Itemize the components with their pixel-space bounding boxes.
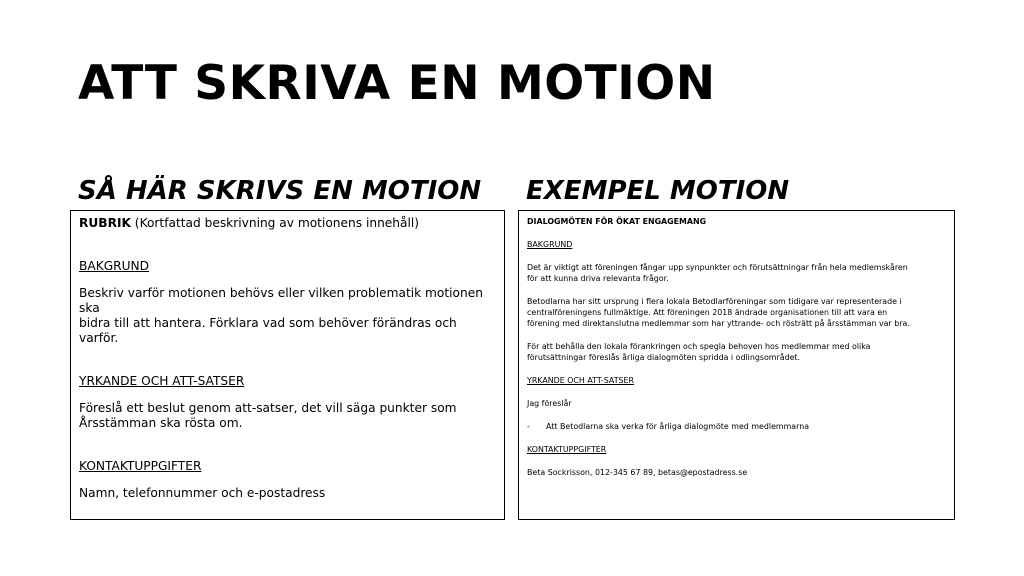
example-title: DIALOGMÖTEN FÖR ÖKAT ENGAGEMANG [527,217,707,226]
example-jag-foreslar: Jag föreslår [527,399,572,408]
kontakt-text: Namn, telefonnummer och e-postadress [79,486,326,500]
example-paragraph-2-line-2: centralföreningens fullmäktige. Att föreningen 2018 ändrade organisationen till att vara en [527,308,888,317]
example-paragraph-2-line-1: Betodlarna har sitt ursprung i flera lokala Betodlarföreningar som tidigare var representerade i [527,297,902,306]
yrkande-heading: YRKANDE OCH ATT-SATSER [79,374,245,388]
example-bakgrund-heading: BAKGRUND [527,240,573,249]
bakgrund-text-1: Beskriv varför motionen behövs eller vilken problematik motionen ska [79,286,483,315]
example-paragraph-2-line-3: förening med direktanslutna medlemmar som har yttrande- och rösträtt på årsstämman var bra. [527,319,910,328]
left-column-heading: SÅ HÄR SKRIVS EN MOTION [78,176,482,206]
right-column-heading: EXEMPEL MOTION [526,176,790,206]
bullet-dash: - [527,422,530,431]
example-paragraph-3-line-2: förutsättningar föreslås årliga dialogmöten spridda i odlingsområdet. [527,353,801,362]
bullet-text: Att Betodlarna ska verka för årliga dialogmöte med medlemmarna [546,422,810,431]
example-yrkande-heading: YRKANDE OCH ATT-SATSER [527,376,635,385]
yrkande-text-1: Föreslå ett beslut genom att-satser, det vill säga punkter som [79,401,457,415]
example-paragraph-1-line-2: för att kunna driva relevanta frågor. [527,274,669,283]
page-title: ATT SKRIVA EN MOTION [78,56,716,111]
example-kontakt-text: Beta Sockrisson, 012-345 67 89, betas@epostadress.se [527,468,748,477]
yrkande-text-2: Årsstämman ska rösta om. [79,416,243,430]
rubrik-label: RUBRIK [79,216,131,230]
bakgrund-heading: BAKGRUND [79,259,150,273]
example-kontakt-heading: KONTAKTUPPGIFTER [527,445,607,454]
bakgrund-text-2: bidra till att hantera. Förklara vad som behöver förändras och varför. [79,316,457,345]
example-paragraph-3-line-1: För att behålla den lokala förankringen och spegla behoven hos medlemmar med olika [527,342,871,351]
example-bullet-item [527,421,946,432]
instructions-box [70,210,505,520]
example-paragraph-1-line-1: Det är viktigt att föreningen fångar upp synpunkter och förutsättningar från hela medlemskåren [527,263,908,272]
rubrik-line [79,216,496,231]
kontakt-heading: KONTAKTUPPGIFTER [79,459,202,473]
example-box [518,210,955,520]
rubrik-text: (Kortfattad beskrivning av motionens innehåll) [130,216,420,230]
